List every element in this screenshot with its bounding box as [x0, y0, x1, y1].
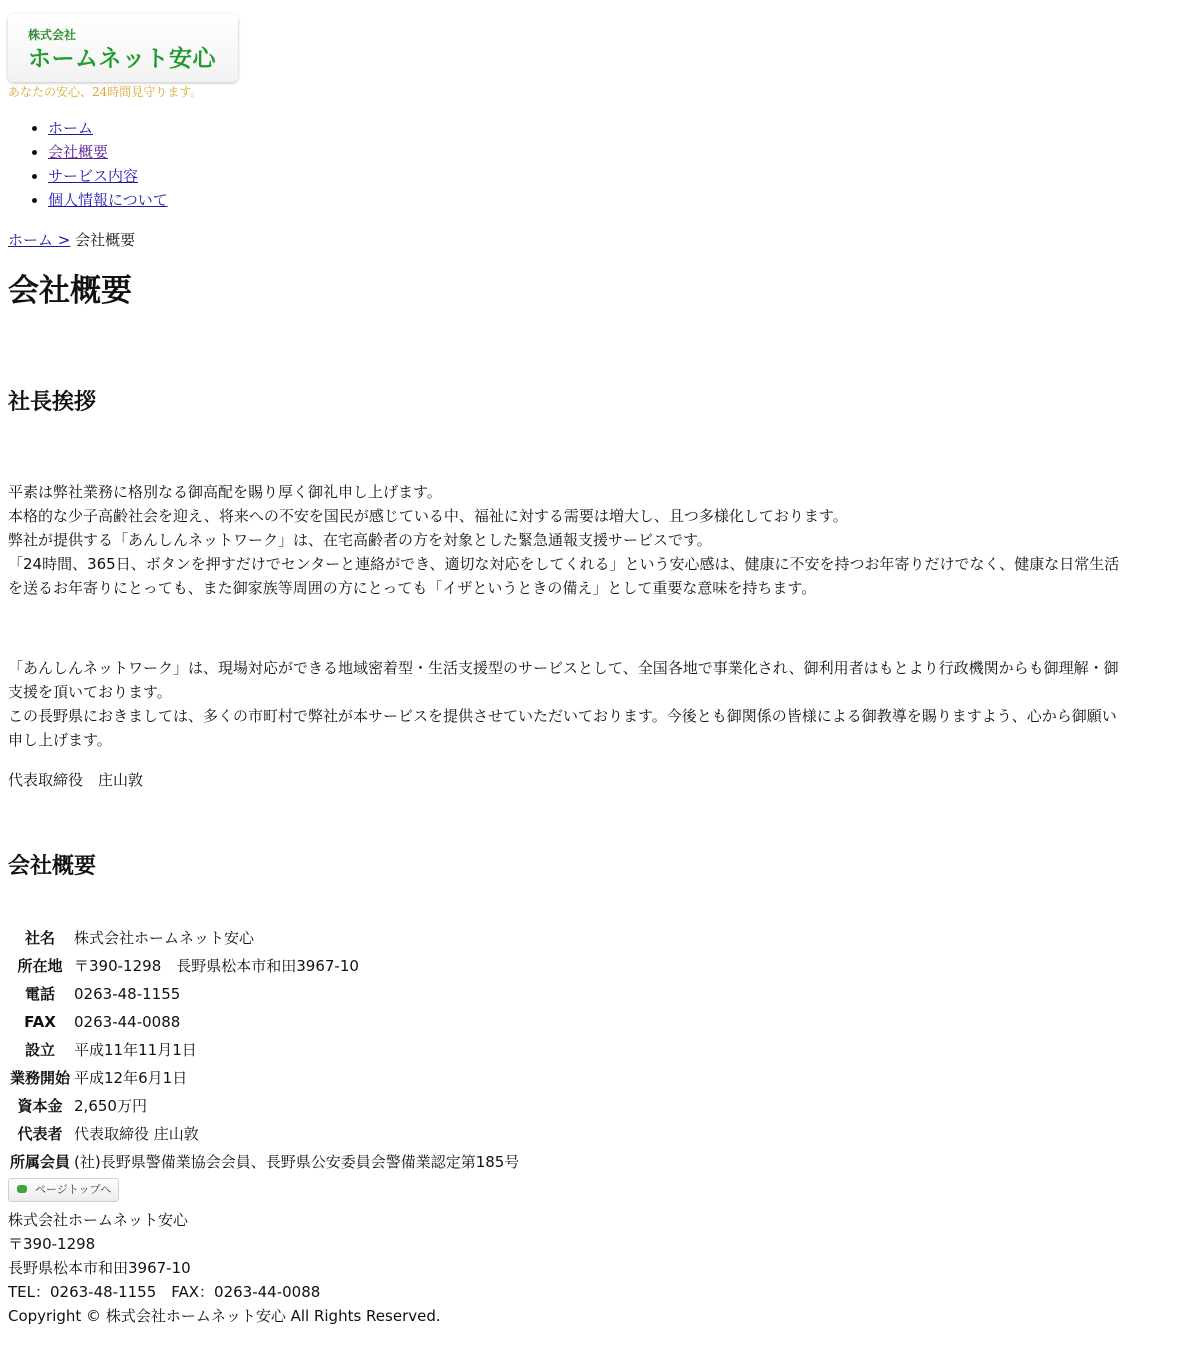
greeting-paragraph-1: [8, 480, 1192, 600]
row-label: 社名: [25, 929, 56, 947]
row-value: 代表取締役 庄山敦: [74, 1125, 199, 1143]
page-top-label: ページトップへ: [35, 1183, 112, 1196]
row-value: (社)長野県警備業協会会員、長野県公安委員会警備業認定第185号: [74, 1153, 520, 1171]
table-row: [8, 1036, 521, 1064]
logo-company-type: 株式会社: [28, 28, 77, 42]
company-info-table: [8, 924, 521, 1176]
greeting-paragraph-2: [8, 656, 1192, 752]
nav-item-home: [48, 116, 1192, 140]
greeting-line: 弊社が提供する「あんしんネットワーク」は、在宅高齢者の方を対象とした緊急通報支援サービスです。: [8, 531, 712, 549]
table-row: [8, 1120, 521, 1148]
main-nav: [8, 116, 1192, 212]
table-row: [8, 1092, 521, 1120]
overview-heading: 会社概要: [8, 854, 97, 879]
nav-item-company: [48, 140, 1192, 164]
nav-item-privacy: [48, 188, 1192, 212]
nav-item-services: [48, 164, 1192, 188]
table-row: [8, 1148, 521, 1176]
greeting-line: 支援を頂いております。: [8, 683, 172, 701]
row-label: 代表者: [17, 1125, 63, 1143]
footer-postal: 〒390-1298: [8, 1235, 96, 1253]
breadcrumb-current: 会社概要: [70, 231, 136, 249]
nav-link-privacy[interactable]: 個人情報について: [48, 191, 168, 209]
greeting-line: 「あんしんネットワーク」は、現場対応ができる地域密着型・生活支援型のサービスとして、全国各地で事業化され、御利用者はもとより行政機関からも御理解・御: [8, 659, 1119, 677]
page-title: 会社概要: [8, 273, 132, 309]
row-value: 株式会社ホームネット安心: [74, 929, 255, 947]
row-label: 電話: [25, 985, 56, 1003]
table-row: [8, 952, 521, 980]
row-value: 平成11年11月1日: [74, 1041, 197, 1059]
row-label: 資本金: [17, 1097, 63, 1115]
table-row: [8, 924, 521, 952]
row-label: 所属会員: [10, 1153, 71, 1171]
greeting-line: を送るお年寄りにとっても、また御家族等周囲の方にとっても「イザというときの備え」として重要な意味を持ちます。: [8, 579, 817, 597]
row-label: 業務開始: [10, 1069, 71, 1087]
table-row: [8, 1008, 521, 1036]
greeting-line: 申し上げます。: [8, 731, 112, 749]
row-value: 0263-48-1155: [74, 985, 181, 1003]
footer-company: 株式会社ホームネット安心: [8, 1211, 189, 1229]
greeting-heading: 社長挨拶: [8, 390, 97, 415]
row-value: 2,650万円: [74, 1097, 147, 1115]
breadcrumb: [8, 228, 1192, 252]
table-row: [8, 980, 521, 1008]
footer-contact: TEL：0263-48-1155 FAX：0263-44-0088: [8, 1283, 321, 1301]
row-value: 0263-44-0088: [74, 1013, 181, 1031]
site-tagline: あなたの安心、24時間見守ります。: [8, 85, 203, 99]
logo-company-name: ホームネット安心: [28, 46, 216, 72]
greeting-line: 平素は弊社業務に格別なる御高配を賜り厚く御礼申し上げます。: [8, 483, 442, 501]
footer: [8, 1208, 1192, 1328]
row-label: FAX: [24, 1013, 56, 1031]
greeting-line: 本格的な少子高齢社会を迎え、将来への不安を国民が感じている中、福祉に対する需要は増大し、且つ多様化しております。: [8, 507, 848, 525]
site-logo[interactable]: [8, 14, 238, 82]
table-row: [8, 1064, 521, 1092]
breadcrumb-home-link[interactable]: ホーム >: [8, 231, 71, 249]
arrow-up-icon: [17, 1185, 27, 1193]
nav-link-services[interactable]: サービス内容: [48, 167, 139, 185]
row-label: 設立: [25, 1041, 56, 1059]
greeting-line: 「24時間、365日、ボタンを押すだけでセンターと連絡ができ、適切な対応をしてくれる」という安心感は、健康に不安を持つお年寄りだけでなく、健康な日常生活: [8, 555, 1120, 573]
footer-copyright: Copyright © 株式会社ホームネット安心 All Rights Reserved.: [8, 1307, 441, 1325]
row-value: 〒390-1298 長野県松本市和田3967-10: [74, 957, 359, 975]
row-label: 所在地: [17, 957, 63, 975]
nav-link-home[interactable]: ホーム: [48, 119, 94, 137]
row-value: 平成12年6月1日: [74, 1069, 188, 1087]
greeting-line: この長野県におきましては、多くの市町村で弊社が本サービスを提供させていただいております。今後とも御関係の皆様による御教導を賜りますよう、心から御願い: [8, 707, 1117, 725]
greeting-signature: 代表取締役 庄山敦: [8, 771, 144, 789]
nav-link-company[interactable]: 会社概要: [48, 143, 109, 161]
page-top-button[interactable]: [8, 1178, 119, 1202]
footer-address: 長野県松本市和田3967-10: [8, 1259, 191, 1277]
